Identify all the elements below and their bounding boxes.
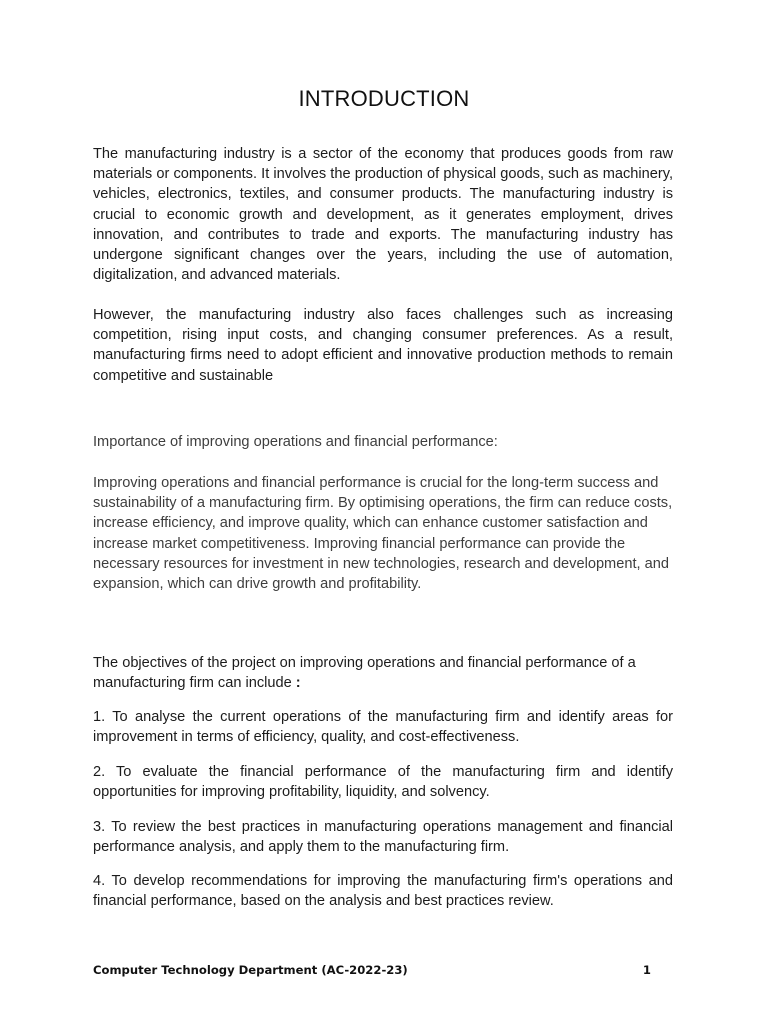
importance-heading: Importance of improving operations and financial performance: [93,434,498,450]
objective-item-1: 1. To analyse the current operations of the manufacturing firm and identify areas for improvement in terms of efficiency, quality, and cost-effectiveness. [93,709,673,746]
objectives-intro [93,653,673,693]
objective-item-3: 3. To review the best practices in manufacturing operations management and financial performance analysis, and apply them to the manufacturing firm. [93,819,673,856]
page-title: INTRODUCTION [298,86,470,111]
objectives-intro-text: The objectives of the project on improving operations and financial performance of a manufacturing firm can include [93,655,636,692]
footer-department: Computer Technology Department (AC-2022-23) [93,963,408,977]
challenges-paragraph: However, the manufacturing industry also faces challenges such as increasing competition, rising input costs, and changing consumer preferences. As a result, manufacturing firms need to adopt efficient and innovative production methods to remain competitive and sustainable [93,307,673,384]
objective-item-4: 4. To develop recommendations for improving the manufacturing firm's operations and financial performance, based on the analysis and best practices review. [93,873,673,910]
objectives-intro-colon: : [295,675,301,692]
importance-paragraph: Improving operations and financial performance is crucial for the long-term success and sustainability of a manufacturing firm. By optimising operations, the firm can reduce costs, increase efficiency, and improve quality, which can enhance customer satisfaction and increase market competitiveness. Improving financial performance can provide the necessary resources for investment in new technologies, research and development, and expansion, which can drive growth and profitability. [93,475,673,593]
objective-item-2: 2. To evaluate the financial performance of the manufacturing firm and identify opportunities for improving profitability, liquidity, and solvency. [93,764,673,801]
page-footer [93,963,651,977]
intro-paragraph: The manufacturing industry is a sector of the economy that produces goods from raw materials or components. It involves the production of physical goods, such as machinery, vehicles, electronics, textiles, and consumer products. The manufacturing industry is crucial to economic growth and development, as it generates employment, drives innovation, and contributes to trade and exports. The manufacturing industry has undergone significant changes over the years, including the use of automation, digitalization, and advanced materials. [93,146,673,284]
footer-page-number: 1 [642,963,651,977]
